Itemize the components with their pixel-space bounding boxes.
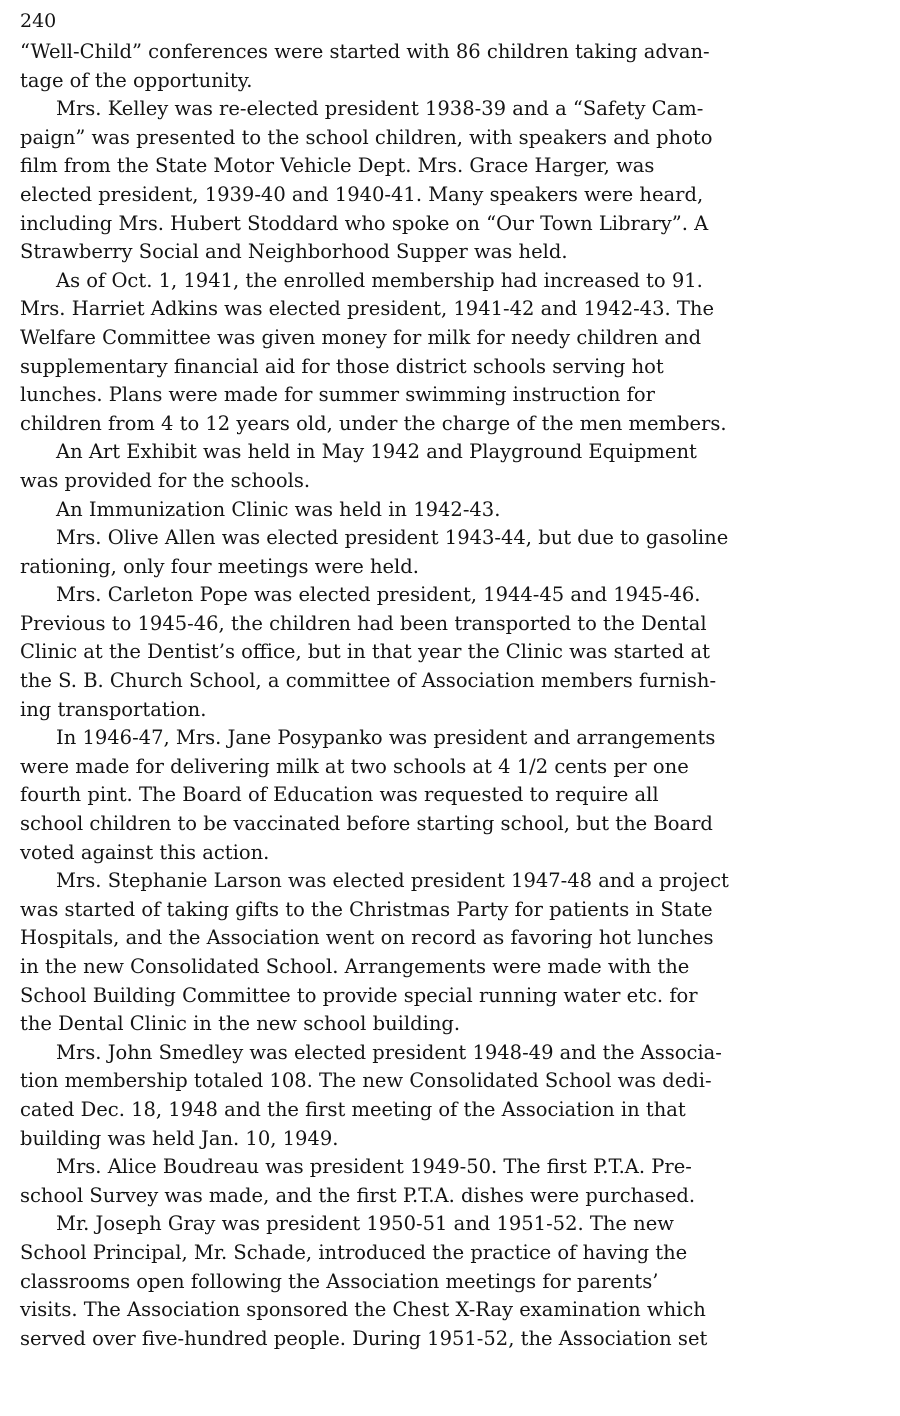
text-line: the Dental Clinic in the new school building.: [20, 1012, 461, 1036]
paragraph: [20, 1210, 870, 1353]
text-line: cated Dec. 18, 1948 and the first meeting of the Association in that: [20, 1097, 686, 1121]
text-line: classrooms open following the Association meetings for parents’: [20, 1269, 659, 1293]
text-line: Clinic at the Dentist’s office, but in that year the Clinic was started at: [20, 640, 710, 664]
text-line: served over five-hundred people. During 1951-52, the Association set: [20, 1326, 708, 1350]
text-line: Mrs. Olive Allen was elected president 1943-44, but due to gasoline: [56, 526, 729, 550]
paragraph: [20, 581, 870, 724]
text-line: In 1946-47, Mrs. Jane Posypanko was president and arrangements: [56, 726, 716, 750]
paragraph: [20, 95, 870, 267]
paragraph: [20, 724, 870, 867]
paragraph: [20, 267, 870, 439]
text-line: School Building Committee to provide special running water etc. for: [20, 983, 698, 1007]
text-line: school Survey was made, and the first P.T.A. dishes were purchased.: [20, 1183, 696, 1207]
text-line: Strawberry Social and Neighborhood Supper was held.: [20, 240, 568, 264]
text-line: Mrs. Stephanie Larson was elected president 1947-48 and a project: [56, 869, 729, 893]
paragraph: [20, 438, 870, 495]
text-line: As of Oct. 1, 1941, the enrolled membership had increased to 91.: [56, 268, 703, 292]
paragraph: [20, 1039, 870, 1153]
text-line: Welfare Committee was given money for milk for needy children and: [20, 325, 702, 349]
text-line: the S. B. Church School, a committee of Association members furnish-: [20, 669, 717, 693]
paragraph: [20, 524, 870, 581]
paragraph: [20, 38, 870, 95]
text-line: Mr. Joseph Gray was president 1950-51 and 1951-52. The new: [56, 1212, 674, 1236]
text-line: “Well-Child” conferences were started with 86 children taking advan-: [20, 40, 710, 63]
text-line: tion membership totaled 108. The new Consolidated School was dedi-: [20, 1069, 712, 1093]
text-line: lunches. Plans were made for summer swimming instruction for: [20, 383, 655, 407]
body-text: [20, 38, 870, 1353]
text-line: Mrs. Harriet Adkins was elected president, 1941-42 and 1942-43. The: [20, 297, 715, 321]
paragraph: [20, 1153, 870, 1210]
text-line: including Mrs. Hubert Stoddard who spoke on “Our Town Library”. A: [20, 211, 709, 235]
text-line: school children to be vaccinated before starting school, but the Board: [20, 812, 713, 836]
document-page: [20, 8, 870, 1353]
text-line: Previous to 1945-46, the children had been transported to the Dental: [20, 611, 707, 635]
paragraph: [20, 496, 870, 525]
text-line: Mrs. Kelley was re-elected president 1938-39 and a “Safety Cam-: [56, 97, 704, 121]
text-line: visits. The Association sponsored the Chest X-Ray examination which: [20, 1298, 706, 1322]
text-line: building was held Jan. 10, 1949.: [20, 1126, 339, 1150]
text-line: voted against this action.: [20, 840, 270, 864]
text-line: paign” was presented to the school children, with speakers and photo: [20, 125, 713, 149]
text-line: School Principal, Mr. Schade, introduced the practice of having the: [20, 1240, 688, 1264]
text-line: elected president, 1939-40 and 1940-41. Many speakers were heard,: [20, 182, 704, 206]
page-number: 240: [20, 10, 57, 32]
text-line: ing transportation.: [20, 697, 207, 721]
text-line: was provided for the schools.: [20, 468, 311, 492]
text-line: in the new Consolidated School. Arrangements were made with the: [20, 955, 690, 978]
text-line: Mrs. John Smedley was elected president 1948-49 and the Associa-: [56, 1040, 722, 1064]
text-line: Mrs. Carleton Pope was elected president, 1944-45 and 1945-46.: [56, 583, 701, 607]
paragraph: [20, 867, 870, 1039]
text-line: film from the State Motor Vehicle Dept. Mrs. Grace Harger, was: [20, 154, 655, 178]
text-line: were made for delivering milk at two schools at 4 1/2 cents per one: [20, 754, 689, 778]
text-line: An Art Exhibit was held in May 1942 and Playground Equipment: [56, 440, 697, 464]
text-line: An Immunization Clinic was held in 1942-43.: [56, 497, 501, 521]
text-line: supplementary financial aid for those district schools serving hot: [20, 354, 664, 378]
text-line: Hospitals, and the Association went on record as favoring hot lunches: [20, 926, 714, 950]
text-line: was started of taking gifts to the Christmas Party for patients in State: [20, 897, 713, 921]
text-line: rationing, only four meetings were held.: [20, 554, 419, 578]
text-line: fourth pint. The Board of Education was requested to require all: [20, 783, 659, 807]
text-line: tage of the opportunity.: [20, 68, 253, 92]
text-line: Mrs. Alice Boudreau was president 1949-50. The first P.T.A. Pre-: [56, 1155, 692, 1179]
text-line: children from 4 to 12 years old, under the charge of the men members.: [20, 411, 727, 435]
